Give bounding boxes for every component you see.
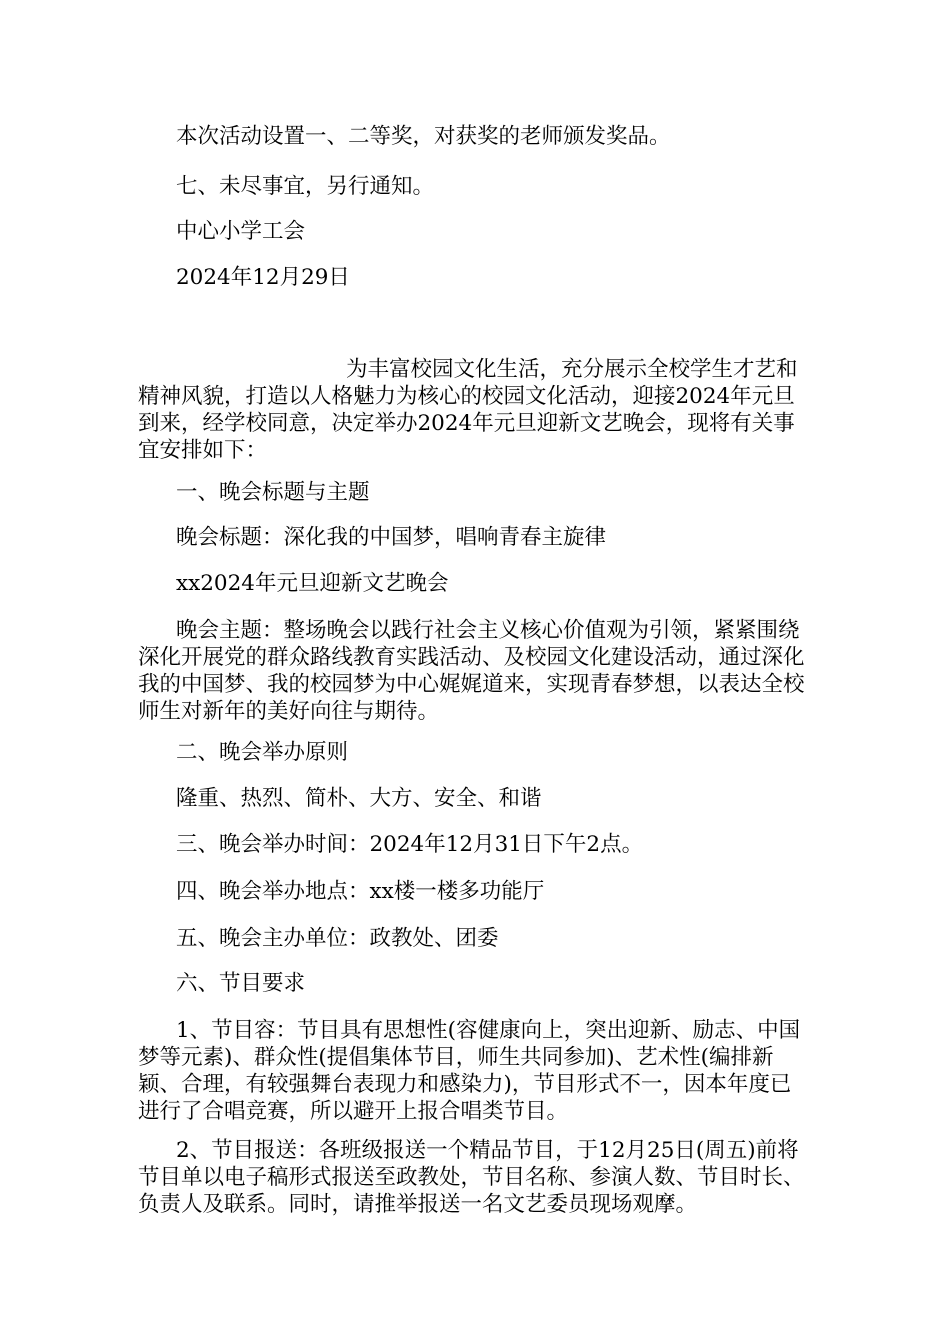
gala-title-paragraph: 晚会标题：深化我的中国梦，唱响青春主旋律: [176, 525, 607, 550]
section-seven-heading: 七、未尽事宜，另行通知。: [176, 174, 435, 199]
gala-theme-paragraph: 晚会主题：整场晚会以践行社会主义核心价值观为引领，紧紧围绕深化开展党的群众路线教育实践活动、及校园文化建设活动，通过深化我的中国梦、我的校园梦为中心娓娓道来，实现青春梦想，以表达全校师生对新年的美好向往与期待。: [138, 618, 805, 724]
award-paragraph: 本次活动设置一、二等奖，对获奖的老师颁发奖品。: [176, 124, 671, 149]
signature-org: 中心小学工会: [176, 219, 306, 244]
section-one-heading: 一、晚会标题与主题: [176, 480, 370, 505]
section-five-organizer: 五、晚会主办单位：政教处、团委: [176, 926, 499, 951]
principles-paragraph: 隆重、热烈、简朴、大方、安全、和谐: [176, 786, 542, 811]
section-two-heading: 二、晚会举办原则: [176, 740, 349, 765]
intro-paragraph: 为丰富校园文化生活，充分展示全校学生才艺和精神风貌，打造以人格魅力为核心的校园文化活动，迎接2024年元旦到来，经学校同意，决定举办2024年元旦迎新文艺晚会，现将有关事宜安排如下：: [138, 357, 798, 463]
gala-name-paragraph: xx2024年元旦迎新文艺晚会: [176, 571, 449, 596]
program-content-paragraph: 1、节目容：节目具有思想性(容健康向上，突出迎新、励志、中国梦等元素)、群众性(提倡集体节目，师生共同参加)、艺术性(编排新颖、合理，有较强舞台表现力和感染力)，节目形式不一，因本年度已进行了合唱竞赛，所以避开上报合唱类节目。: [138, 1018, 801, 1124]
section-four-location: 四、晚会举办地点：xx楼一楼多功能厅: [176, 879, 545, 904]
signature-date: 2024年12月29日: [176, 265, 350, 290]
section-six-heading: 六、节目要求: [176, 971, 306, 996]
section-three-time: 三、晚会举办时间：2024年12月31日下午2点。: [176, 832, 644, 857]
program-submission-paragraph: 2、节目报送：各班级报送一个精品节目，于12月25日(周五)前将节目单以电子稿形式报送至政教处，节目名称、参演人数、节目时长、负责人及联系。同时，请推举报送一名文艺委员现场观摩。: [138, 1138, 805, 1217]
